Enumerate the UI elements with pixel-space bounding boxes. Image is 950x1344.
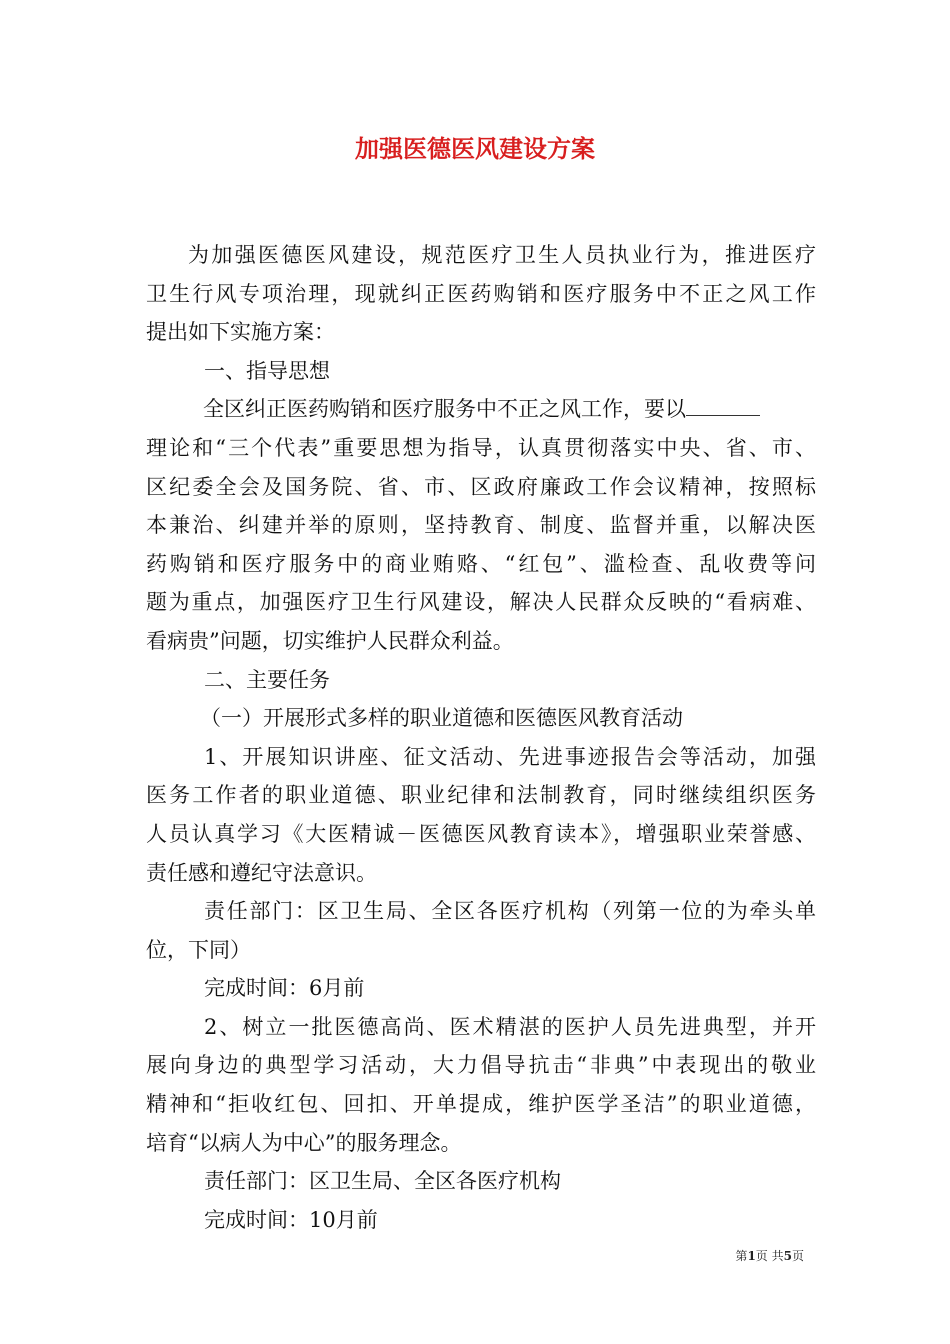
footer-middle: 页 共 [755,1249,784,1263]
footer-suffix: 页 [791,1249,804,1263]
paragraph-line: 责任部门：区卫生局、全区各医疗机构 [204,1169,561,1194]
fill-in-blank [686,393,760,416]
paragraph-line: 完成时间：6月前 [204,976,365,1001]
footer-prefix: 第 [735,1249,748,1263]
paragraph-text: 全区纠正医药购销和医疗服务中不正之风工作，要以 [203,397,686,422]
paragraph-line: 本兼治、纠建并举的原则，坚持教育、制度、监督并重，以解决医 [146,513,816,538]
paragraph-line: 药购销和医疗服务中的商业贿赂、“红包”、滥检查、乱收费等问 [146,551,816,576]
paragraph-line: 为加强医德医风建设，规范医疗卫生人员执业行为，推进医疗 [188,243,816,267]
paragraph-line: 培育“以病人为中心”的服务理念。 [146,1130,462,1155]
paragraph-line: 理论和“三个代表”重要思想为指导，认真贯彻落实中央、省、市、 [146,435,816,460]
document-body [146,236,816,1239]
section-heading: 二、主要任务 [204,667,330,692]
paragraph-line: 卫生行风专项治理，现就纠正医药购销和医疗服务中不正之风工作 [146,281,816,306]
paragraph-line: 1、开展知识讲座、征文活动、先进事迹报告会等活动，加强 [204,744,816,769]
paragraph-line: 展向身边的典型学习活动，大力倡导抗击“非典”中表现出的敬业 [146,1053,816,1078]
paragraph-line: 2、树立一批医德高尚、医术精湛的医护人员先进典型，并开 [204,1014,816,1039]
paragraph-line [146,390,816,429]
section-heading: 一、指导思想 [204,358,330,383]
total-page-number: 5 [783,1249,792,1263]
current-page-number: 1 [747,1249,756,1263]
paragraph-line: 完成时间：10月前 [204,1207,378,1232]
paragraph-line: 责任部门：区卫生局、全区各医疗机构（列第一位的为牵头单 [204,899,816,924]
subsection-heading: （一）开展形式多样的职业道德和医德医风教育活动 [200,706,683,731]
paragraph-line: 看病贵”问题，切实维护人民群众利益。 [146,628,514,653]
paragraph-line: 责任感和遵纪守法意识。 [146,860,377,885]
document-title: 加强医德医风建设方案 [355,134,595,163]
paragraph-line: 位，下同） [146,937,251,962]
paragraph-line: 区纪委全会及国务院、省、市、区政府廉政工作会议精神，按照标 [146,474,816,499]
page-footer [735,1247,804,1265]
paragraph-line: 提出如下实施方案： [146,320,335,345]
paragraph-line: 医务工作者的职业道德、职业纪律和法制教育，同时继续组织医务 [146,783,816,808]
paragraph-line: 人员认真学习《大医精诚－医德医风教育读本》，增强职业荣誉感、 [146,821,816,846]
paragraph-line: 题为重点，加强医疗卫生行风建设，解决人民群众反映的“看病难、 [146,590,816,615]
paragraph-line: 精神和“拒收红包、回扣、开单提成，维护医学圣洁”的职业道德， [146,1092,816,1117]
